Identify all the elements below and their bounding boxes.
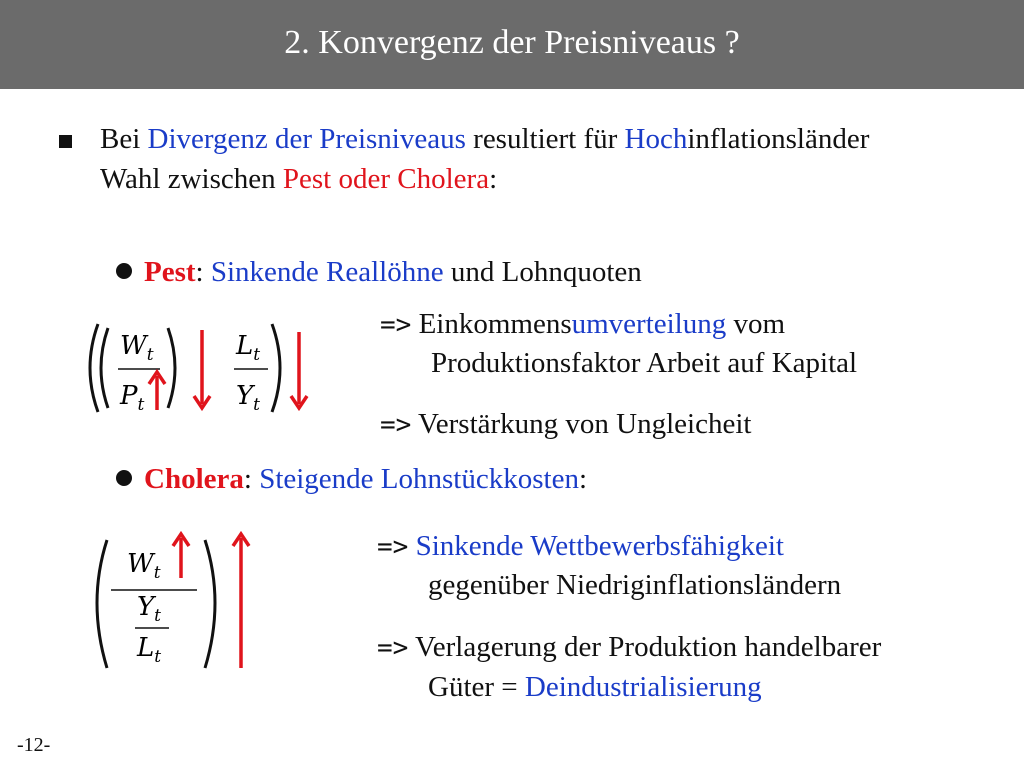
cholera-steigende-lohnstueckkosten: Steigende Lohnstückkosten [259,463,579,495]
page-number: -12- [17,734,51,756]
pest-rest: und Lohnquoten [443,256,642,288]
implies-arrow: => [380,310,412,340]
cholera-formula [85,530,265,675]
intro-text: inflationsländer [687,123,870,155]
pest-heading: Pest [144,256,196,288]
left-outer-paren-icon [90,324,98,412]
left-paren-icon [97,540,107,668]
w-symbol: $W_t$ [127,549,161,583]
right-outer-paren-icon [272,324,280,412]
pest-heading-line [144,258,642,287]
intro-divergenz: Divergenz der Preisniveaus [147,123,466,155]
pest-effect-2 [380,410,751,439]
pest-formula [80,318,330,418]
cholera-heading-line [144,465,587,494]
cholera-colon: : [243,463,260,495]
pest-colon: : [195,256,211,288]
effect-text: Verlagerung der Produktion handelbarer [408,631,882,663]
intro-text: resultiert für [465,123,625,155]
pest-effect-1-line-2: Produktionsfaktor Arbeit auf Kapital [431,347,858,379]
pest-effect-1 [380,310,785,339]
effect-wettbewerbsfaehigkeit: Sinkende Wettbewerbsfähigkeit [408,530,784,562]
round-bullet-icon [116,263,132,279]
pest-sinkende-reallohne: Sinkende Reallöhne [210,256,444,288]
intro-text: : [489,163,498,195]
effect-umverteilung: umverteilung [571,308,727,340]
intro-text: Wahl zwischen [100,163,283,195]
cholera-effect-1 [377,532,784,561]
l-symbol: $L_t$ [236,331,261,365]
cholera-heading: Cholera [144,463,244,495]
implies-arrow: => [377,633,409,663]
right-paren-icon [205,540,215,668]
intro-line-1 [100,125,869,154]
left-inner-paren-icon [101,328,108,408]
cholera-rest: : [578,463,588,495]
implies-arrow: => [380,410,412,440]
p-symbol: $P_t$ [120,381,145,415]
cholera-effect-1-line-2: gegenüber Niedriginflationsländern [428,569,842,601]
intro-line-2 [100,165,497,194]
l-symbol: $L_t$ [137,633,162,667]
cholera-effect-2 [377,633,881,662]
effect-text: Verstärkung von Ungleicheit [411,408,752,440]
intro-pest-cholera: Pest oder Cholera [282,163,490,195]
right-inner-paren-icon [168,328,175,408]
effect-text: Einkommens [411,308,572,340]
effect-deindustrialisierung: Deindustrialisierung [524,671,762,703]
round-bullet-icon [116,470,132,486]
intro-text: Bei [100,123,148,155]
y-symbol: $Y_t$ [236,381,261,415]
square-bullet-icon [59,135,72,148]
effect-text: Güter = [428,671,525,703]
intro-hoch: Hoch [624,123,688,155]
cholera-effect-2-line-2 [428,673,762,702]
w-symbol: $W_t$ [120,331,154,365]
effect-text: vom [726,308,786,340]
implies-arrow: => [377,532,409,562]
y-symbol: $Y_t$ [137,592,162,626]
slide-title: 2. Konvergenz der Preisniveaus ? [284,24,740,61]
